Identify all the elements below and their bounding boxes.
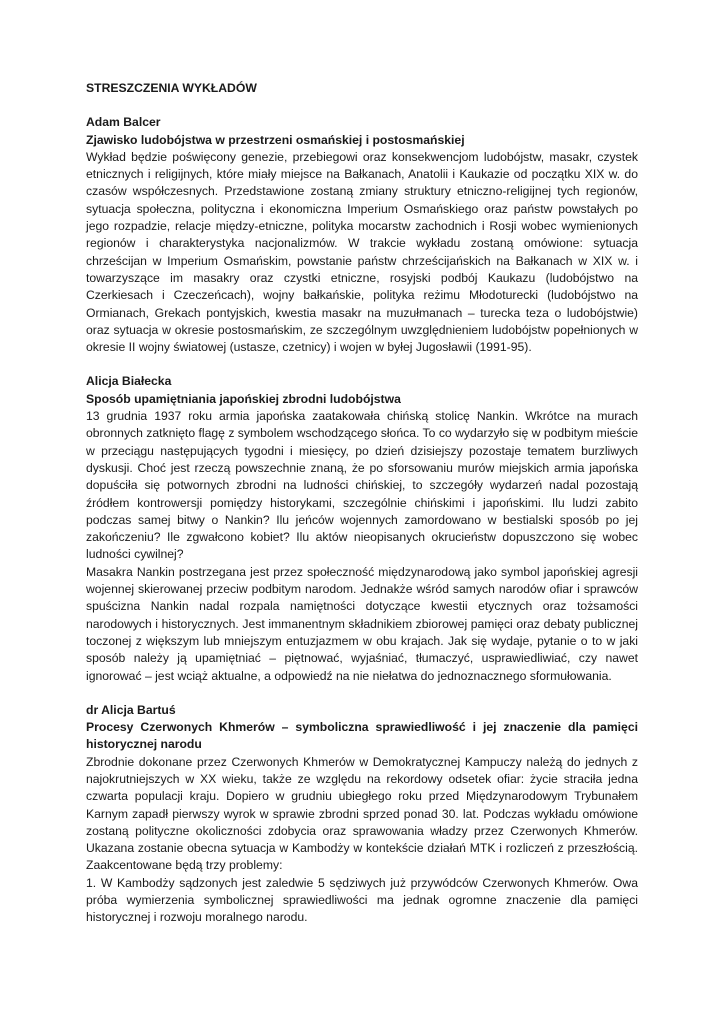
lecture-paragraph: Zbrodnie dokonane przez Czerwonych Khmerów w Demokratycznej Kampuczy należą do jednych z najokrutniejszych w XX wieku, także ze względu na rekordowy odsetek ofiar: życie straciła jedna czwarta populacji kraju. Dopiero w grudniu ubiegłego roku przed Międzynarodowym Trybunałem Karnym zapadł pierwszy wyrok w sprawie zbrodni sprzed ponad 30. lat. Podczas wykładu omówione zostaną polityczne okoliczności zdobycia oraz sprawowania władzy przez Czerwonych Khmerów. Ukazana zostanie obecna sytuacja w Kambodży w kontekście działań MTK i rozliczeń z przeszłością. Zaakcentowane będą trzy problemy: [86, 754, 638, 873]
lecture-author: Adam Balcer [86, 115, 161, 130]
lecture-author: dr Alicja Bartuś [86, 702, 176, 717]
document-page [86, 80, 638, 944]
lecture-paragraph: 1. W Kambodży sądzonych jest zaledwie 5 sędziwych już przywódców Czerwonych Khmerów. Owa próba wymierzenia symbolicznej sprawiedliwości ma jednak ogromne znaczenie dla pamięci historycznej i rozwoju moralnego narodu. [86, 875, 638, 925]
lecture-title: Sposób upamiętniania japońskiej zbrodni ludobójstwa [86, 391, 401, 406]
lecture-author: Alicja Białecka [86, 374, 172, 389]
lecture-section-2 [86, 373, 638, 684]
lecture-paragraph: Wykład będzie poświęcony genezie, przebiegowi oraz konsekwencjom ludobójstw, masakr, czystek etnicznych i religijnych, które miały miejsce na Bałkanach, Anatolii i Kaukazie od początku XIX w. do czasów współczesnych. Przedstawione zostaną zmiany struktury etniczno-religijnej tych regionów, sytuacja społeczna, polityczna i ekonomiczna Imperium Osmańskiego oraz państw powstałych po jego rozpadzie, relacje między-etniczne, polityka mocarstw zachodnich i Rosji wobec wymienionych regionów i charakterystyka nacjonalizmów. W trakcie wykładu zostaną omówione: sytuacja chrześcijan w Imperium Osmańskim, powstanie państw chrześcijańskich na Bałkanach w XIX w. i towarzyszące im masakry oraz czystki etniczne, rosyjski podbój Kaukazu (ludobójstwo na Czerkiesach i Czeczeńcach), wojny bałkańskie, polityka reżimu Młodoturecki (ludobójstwo na Ormianach, Grekach pontyjskich, kwestia masakr na muzułmanach – turecka teza o ludobójstwie) oraz sytuacja w okresie postosmańskim, ze szczególnym uwzględnieniem ludobójstw popełnionych w okresie II wojny światowej (ustasze, czetnicy) i wojen w byłej Jugosławii (1991-95). [86, 149, 638, 355]
lecture-paragraph: 13 grudnia 1937 roku armia japońska zaatakowała chińską stolicę Nankin. Wkrótce na murach obronnych zatknięto flagę z symbolem wschodzącego słońca. To co wydarzyło się w podbitym mieście w przeciągu następujących tygodni i miesięcy, po dzień dzisiejszy pozostaje tematem burzliwych dyskusji. Choć jest rzeczą powszechnie znaną, że po sforsowaniu murów miejskich armia japońska dopuściła się potwornych zbrodni na ludności chińskiej, to szczegóły wydarzeń nadal pozostają źródłem kontrowersji pomiędzy historykami, szczególnie chińskimi i japońskimi. Ilu ludzi zabito podczas samej bitwy o Nankin? Ilu jeńców wojennych zamordowano w bestialski sposób po jej zakończeniu? Ile zgwałcono kobiet? Ilu aktów nieopisanych okrucieństw dopuszczono się wobec ludności cywilnej? [86, 409, 638, 562]
lecture-section-3 [86, 702, 638, 927]
lecture-title: Procesy Czerwonych Khmerów – symboliczna sprawiedliwość i jej znaczenie dla pamięci historycznej narodu [86, 720, 638, 752]
document-title: STRESZCZENIA WYKŁADÓW [86, 81, 257, 95]
lecture-section-1 [86, 114, 638, 356]
lecture-title: Zjawisko ludobójstwa w przestrzeni osmańskiej i postosmańskiej [86, 132, 465, 147]
lecture-paragraph: Masakra Nankin postrzegana jest przez społeczność międzynarodową jako symbol japońskiej agresji wojennej skierowanej przeciw podbitym narodom. Jednakże wśród samych narodów ofiar i sprawców spuścizna Nankin nadal rozpala namiętności dotyczące kwestii etycznych oraz tożsamości narodowych i historycznych. Jest immanentnym składnikiem zbiorowej pamięci oraz debaty publicznej toczonej z większym lub mniejszym entuzjazmem w obu krajach. Jak się wydaje, pytanie o to w jaki sposób należy ją upamiętniać – piętnować, wyjaśniać, tłumaczyć, usprawiedliwiać, czy nawet ignorować – jest wciąż aktualne, a odpowiedź na nie niełatwa do jednoznacznego sformułowania. [86, 564, 638, 683]
